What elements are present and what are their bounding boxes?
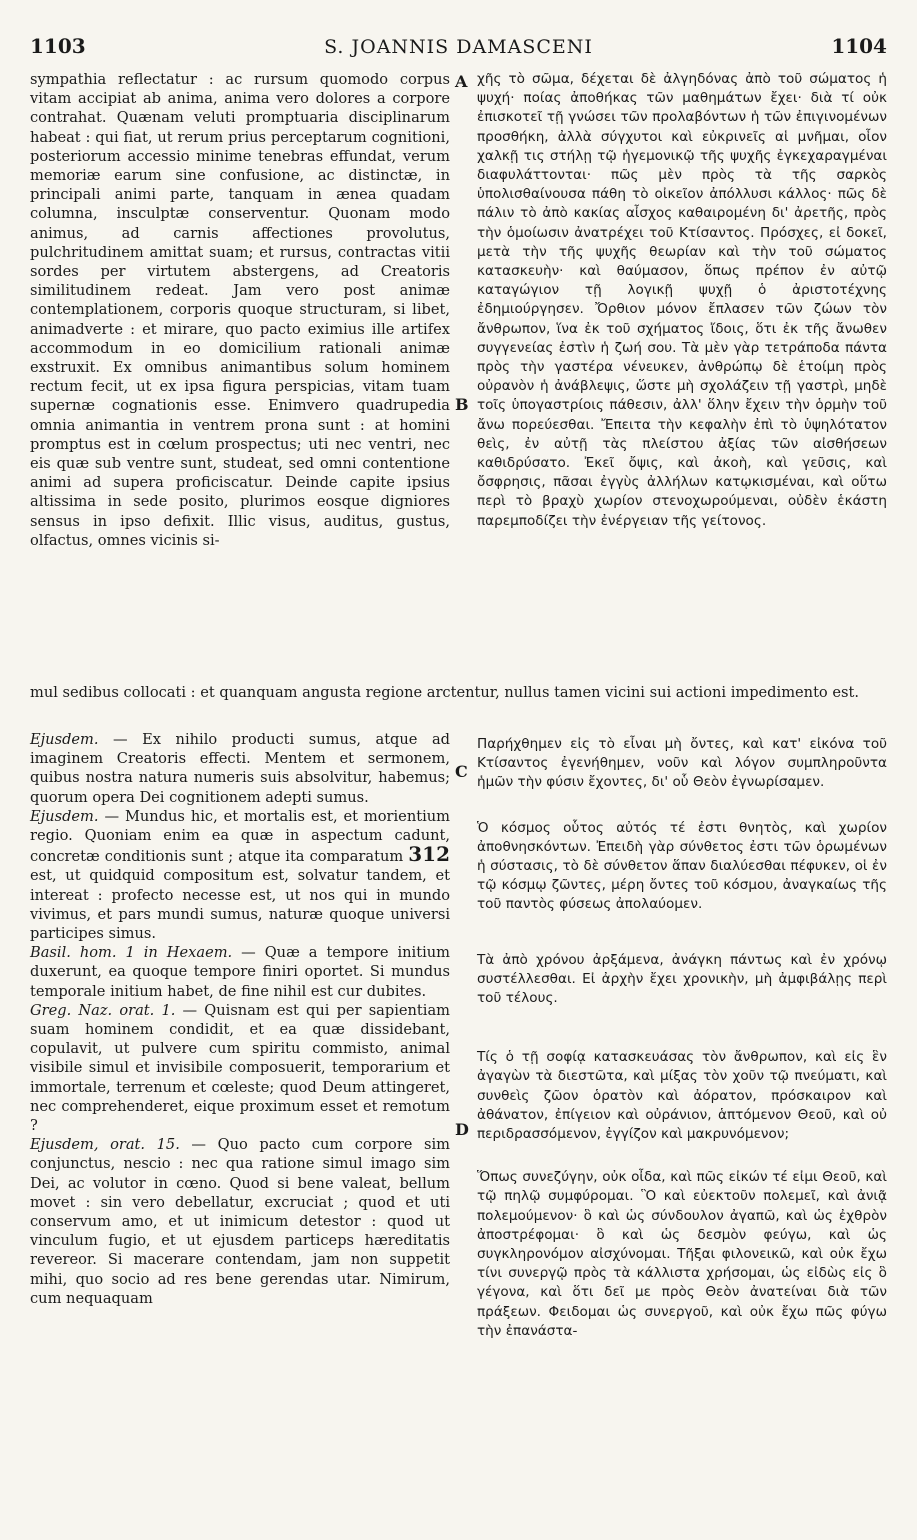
section-marker-b: B [455,395,469,414]
citation-label: Greg. Naz. orat. 1. [30,1001,176,1019]
greek-paragraph-6: Ὅπως συνεζύγην, οὐκ οἶδα, καὶ πῶς εἰκών τέ εἰμι Θεοῦ, καὶ τῷ πηλῷ συμφύρομαι. Ὃ καὶ εὐεκτοῦν πολεμεῖ, καὶ ἀνιᾷ πολεμούμενον· ὃ καὶ ὡς σύνδουλον ἀγαπῶ, καὶ ὡς ἐχθρὸν ἀποστρέφομαι· ὃ καὶ ὡς δεσμὸν φεύγω, καὶ ὡς συγκληρονόμον αἰσχύνομαι. Τῆξαι φιλονεικῶ, καὶ οὐκ ἔχω τίνι συνεργῷ πρὸς τὰ κάλλιστα χρήσομαι, ὡς εἰδὼς εἰς ὃ γέγονα, καὶ ὅτι δεῖ με πρὸς Θεὸν ἀνατείναι διὰ τῶν πράξεων. Φειδομαι ὡς συνεργοῦ, καὶ οὐκ ἔχω πῶς φύγω τὴν ἐπανάστα- [477,1169,887,1339]
latin-bridge-text: mul sedibus collocati : et quanquam angusta regione arctentur, nullus tamen vicini sui actioni impedimento est. [30,684,859,701]
latin-paragraph-3 [30,807,450,943]
citation-label: Ejusdem. [30,807,99,825]
greek-paragraph-5: Τίς ὁ τῇ σοφίᾳ κατασκευάσας τὸν ἄνθρωπον, καὶ εἰς ἓν ἀγαγὼν τὰ διεστῶτα, καὶ μίξας τὸν χοῦν τῷ πνεύματι, καὶ συνθεὶς ζῶον ὁρατὸν καὶ ἀόρατον, πρόσκαιρον καὶ ἀθάνατον, ἐπίγειον καὶ οὐράνιον, ἁπτόμενον Θεοῦ, καὶ οὐ περιδρασσόμενον, ἐγγίζον καὶ μακρυνόμενον; [477,1049,887,1143]
citation-label: Basil. hom. 1 in Hexaem. [30,944,233,962]
latin-paragraph-6 [30,1135,450,1308]
latin-text: — Quisnam est qui per sapientiam suam hominem condidit, et ea quæ dissidebant, copulavit, ut pulvere cum spiritu commisto, animal visibile simul et invisibile composuerit, temporarium et immortale, terrenum et cœleste; quod Deum attingeret, nec comprehenderet, eique proximum esset et remotum ? [30,1001,450,1135]
latin-paragraph-1: sympathia reflectatur : ac rursum quomodo corpus vitam accipiat ab anima, anima vero dolores a corpore contrahat. Quænam veluti promptuaria disciplinarum habeat : qui fiat, ut rerum prius perceptarum cognitioni, posteriorum accessio minime tenebras effundat, verum memoriæ earum sine confusione, ac distinctæ, in principali animi parte, tanquam in ænea quadam columna, insculptæ conserventur. Quonam modo animus, ad carnis affectiones provolutus, pulchritudinem amittat suam; et rursus, contractas vitii sordes per virtutem abstergens, ad Creatoris similitudinem redeat. Jam vero post animæ contemplationem, corporis quoque structuram, si libet, animadverte : et mirare, quo pacto eximius ille artifex accommodum in eo domicilium rationali animæ exstruxit. Ex omnibus animantibus solum hominem rectum fecit, ut ex ipsa figura perspicias, vitam tuam supernæ cognationis esse. Enimvero quadrupedia omnia animantia in ventrem prona sunt : at homini promptus est in cœlum prospectus; uti nec ventri, nec eis quæ sub ventre sunt, studeat, sed omni contentione animi ad supera proficiscatur. Deinde capite ipsius altissima in sede posito, plurimos eosque digniores sensus in ipso defixit. Illic visus, auditus, gustus, olfactus, omnes vicinis si- [30,71,450,549]
latin-paragraph-2 [30,730,450,807]
greek-column-top [477,70,887,531]
running-title: S. JOANNIS DAMASCENI [324,36,593,58]
section-marker-a: A [455,72,468,91]
page-number-left: 1103 [30,34,86,58]
section-marker-c: C [455,762,468,781]
page-number-right: 1104 [831,34,887,58]
full-width-line [30,683,887,702]
citation-label: Ejusdem. [30,731,99,748]
latin-paragraph-4 [30,943,450,1001]
latin-column-bottom [30,730,450,1308]
latin-text: — Ex nihilo producti sumus, atque ad imaginem Creatoris effecti. Mentem et sermonem, quibus nostra natura numeris suis absolvitur, habemus; quorum opera Dei cognitionem adepti sumus. [30,731,450,806]
page-header [30,34,887,64]
latin-text: — Quo pacto cum corpore sim conjunctus, nescio : nec qua ratione simul imago sim Dei, ac volutor in cœno. Quod si bene valeat, bellum movet : sin vero debellatur, excruciat ; quod et uti conservum amo, et ut inimicum detestor : quod ut vinculum fugio, et ut ejusdem particeps hæreditatis revereor. Si macerare contendam, jam non suppetit mihi, quo socio ad res bene gerendas utar. Nimirum, cum nequaquam [30,1136,450,1307]
greek-paragraph-1: χῆς τὸ σῶμα, δέχεται δὲ ἀλγηδόνας ἀπὸ τοῦ σώματος ἡ ψυχή· ποίας ἀποθήκας τῶν μαθημάτων ἔχει· διὰ τί οὐκ ἐπισκοτεῖ τῇ γνώσει τῶν προλαβόντων ἡ τῶν ἐπιγινομένων προσθήκη, ἀλλὰ σύγχυτοι καὶ εὐκρινεῖς αἱ μνῆμαι, οἷον χαλκῇ τις στήλῃ τῷ ἡγεμονικῷ τῆς ψυχῆς ἐγκεχαραγμέναι διαφυλάττονται· πῶς μὲν πρὸς τὰ τῆς σαρκὸς ὑπολισθαίνουσα πάθη τὸ οἰκεῖον ἀπόλλυσι κάλλος· πῶς δὲ πάλιν τὸ ἀπὸ κακίας αἶσχος καθαιρομένη δι' ἀρετῆς, πρὸς τὴν ὁμοίωσιν ἀνατρέχει τοῦ Κτίσαντος. Πρόσχες, εἰ δοκεῖ, μετὰ τὴν τῆς ψυχῆς θεωρίαν καὶ τὴν τοῦ σώματος κατασκευὴν· καὶ θαύμασον, ὅπως πρέπον ἐν αὐτῷ καταγώγιον τῇ λογικῇ ψυχῇ ὁ ἀριστοτέχνης ἐδημιούργησεν. Ὄρθιον μόνον ἔπλασεν τῶν ζώων τὸν ἄνθρωπον, ἵνα ἐκ τοῦ σχήματος ἴδοις, ὅτι ἐκ τῆς ἄνωθεν συγγενείας ἐστὶν ἡ ζωή σου. Τὰ μὲν γὰρ τετράποδα πάντα πρὸς τὴν γαστέρα νένευκεν, ἀνθρώπῳ δὲ ἑτοίμη πρὸς οὐρανὸν ἡ ἀνάβλεψις, ὥστε μὴ σχολάζειν τῇ γαστρὶ, μηδὲ τοῖς ὑπογαστρίοις πάθεσιν, ἀλλ' ὅλην ἔχειν τὴν ὁρμὴν τοῦ ἄνω πορεύεσθαι. Ἔπειτα τὴν κεφαλὴν ἐπὶ τὸ ὑψηλότατον θεὶς, ἐν αὐτῇ τὰς πλείστου ἀξίας τῶν αἰσθήσεων καθιδρύσατο. Ἐκεῖ ὄψις, καὶ ἀκοὴ, καὶ γεῦσις, καὶ ὄσφρησις, πᾶσαι ἐγγὺς ἀλλήλων κατῳκισμέναι, καὶ οὕτω περὶ τὸ βραχὺ χωρίον στενοχωρούμεναι, οὐδὲν ἑκάστη παρεμποδίζει τὴν ἐνέργειαν τῆς γείτονος. [477,71,887,529]
greek-paragraph-4: Τὰ ἀπὸ χρόνου ἀρξάμενα, ἀνάγκη πάντως καὶ ἐν χρόνῳ συστέλλεσθαι. Εἰ ἀρχὴν ἔχει χρονικὴν, μὴ ἀμφιβάλῃς περὶ τοῦ τέλους. [477,951,887,1007]
latin-text: — Quæ a tempore initium duxerunt, ea quoque tempore finiri oportet. Si mundus temporale initium habet, de fine nihil est cur dubites. [30,944,450,1000]
section-marker-d: D [455,1120,469,1139]
greek-paragraph-3: Ὁ κόσμος οὗτος αὐτός τέ ἐστι θνητὸς, καὶ χωρίον ἀποθνησκόντων. Ἐπειδὴ γὰρ σύνθετος ἐστι τῶν ὁρωμένων ἡ σύστασις, τὸ δὲ σύνθετον ἅπαν διαλύεσθαι πέφυκεν, οἱ ἐν τῷ κόσμῳ ζῶντες, μέρη ὄντες τοῦ κόσμου, ἀναγκαίως τῆς τοῦ παντὸς φύσεως ἀπολαύομεν. [477,819,887,913]
latin-paragraph-5 [30,1001,450,1135]
citation-label: Ejusdem, orat. 15. [30,1136,180,1154]
latin-text: — Mundus hic, et mortalis est, et morientium regio. Quoniam enim ea quæ in aspectum cadunt, concretæ conditionis sunt ; atque ita comparatum [30,807,450,866]
latin-text: est, ut quidquid compositum est, solvatur tandem, et intereat : profecto necesse est, ut nos qui in mundo vivimus, et pars mundi sumus, naturæ quoque universi participes simus. [30,867,450,943]
greek-column-bottom [477,735,887,1341]
column-number: 312 [408,842,450,867]
greek-paragraph-2: Παρήχθημεν εἰς τὸ εἶναι μὴ ὄντες, καὶ κατ' εἰκόνα τοῦ Κτίσαντος ἐγενήθημεν, νοῦν καὶ λόγον συμπληροῦντα ἡμῶν τὴν φύσιν ἔχοντες, δι' οὗ Θεὸν ἐγνωρίσαμεν. [477,736,887,791]
latin-column-top [30,70,450,550]
